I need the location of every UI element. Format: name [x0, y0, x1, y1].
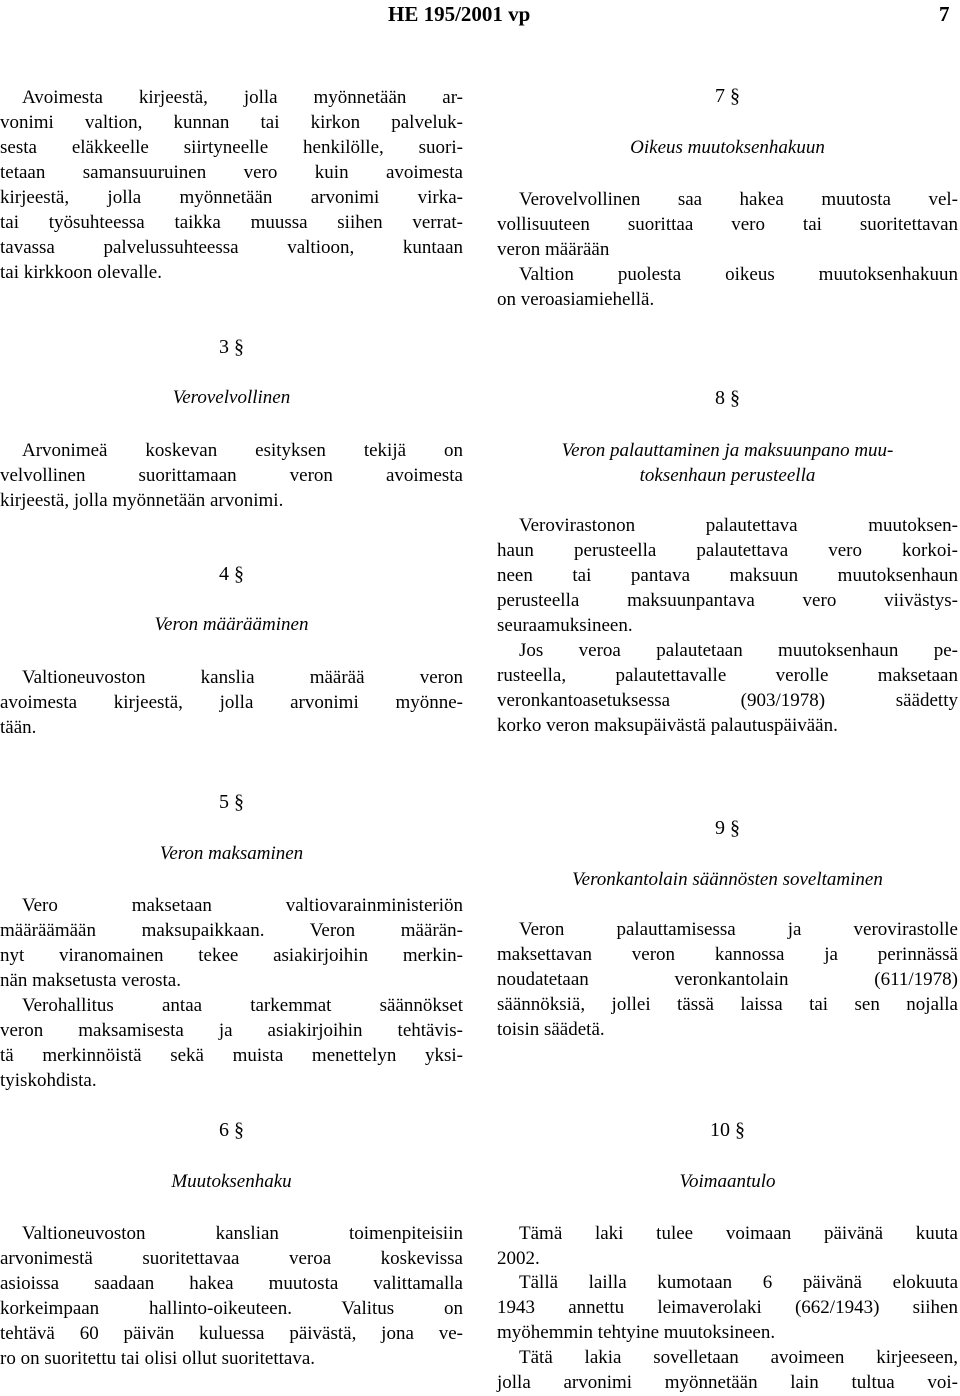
text-line: Jos veroa palautetaan muutoksenhaun pe- — [519, 640, 958, 661]
section-10-paragraph-3 — [497, 1345, 958, 1395]
section-3-number: 3 § — [219, 336, 244, 358]
section-7-number: 7 § — [715, 85, 740, 107]
text-line: Vero maksetaan valtiovarainministeriön — [22, 895, 463, 916]
section-3-paragraph — [0, 438, 463, 513]
text-line: Valtioneuvoston kanslia määrää veron — [22, 667, 463, 688]
text-line: kirjeestä, jolla myönnetään arvonimi. — [0, 490, 284, 511]
text-line: määräämään maksupaikkaan. Veron määrän- — [0, 920, 463, 941]
text-line: Valtion puolesta oikeus muutoksenhakuun — [519, 264, 958, 285]
text-line: myöhemmin tehtyine muutoksineen. — [497, 1322, 776, 1343]
text-line: toisin säädetä. — [497, 1019, 605, 1040]
text-line: noudatetaan veronkantolain (611/1978) — [497, 969, 958, 990]
section-5-number: 5 § — [219, 791, 244, 813]
section-4-number: 4 § — [219, 563, 244, 585]
section-3-title: Verovelvollinen — [172, 387, 291, 408]
section-5-title: Veron maksaminen — [159, 843, 304, 864]
text-line: veron maksamisesta ja asiakirjoihin tehtävis- — [0, 1020, 463, 1041]
section-5-paragraph-1 — [0, 893, 463, 993]
text-line: Valtioneuvoston kanslian toimenpiteisiin — [22, 1223, 463, 1244]
text-line: Tätä lakia sovelletaan avoimeen kirjeeseen, — [519, 1347, 958, 1368]
section-9-title: Veronkantolain säännösten soveltaminen — [572, 869, 883, 890]
section-6-number: 6 § — [219, 1119, 244, 1141]
section-8-paragraph-1 — [497, 513, 958, 638]
section-7-paragraph-2 — [497, 262, 958, 312]
section-8-title — [497, 438, 958, 488]
text-line: avoimesta kirjeestä, jolla arvonimi myönne- — [0, 692, 463, 713]
text-line: säännöksiä, jollei tässä laissa tai sen nojalla — [497, 994, 958, 1015]
text-line: vollisuuteen suorittaa vero tai suoritettavan — [497, 214, 958, 235]
text-line: Verohallitus antaa tarkemmat säännökset — [22, 995, 463, 1016]
text-line: korkeimpaan hallinto-oikeuteen. Valitus on — [0, 1298, 463, 1319]
text-line: Tällä lailla kumotaan 6 päivänä elokuuta — [519, 1272, 958, 1293]
text-line: haun perusteella palautettava vero korkoi- — [497, 540, 958, 561]
text-line: Verovelvollinen saa hakea muutosta vel- — [519, 189, 958, 210]
text-line: tyiskohdista. — [0, 1070, 97, 1091]
section-7-title: Oikeus muutoksenhakuun — [630, 137, 825, 158]
intro-paragraph — [0, 85, 463, 285]
section-5-paragraph-2 — [0, 993, 463, 1093]
section-9-number: 9 § — [715, 817, 740, 839]
text-line: jolla arvonimi myönnetään lain tultua voi- — [497, 1372, 958, 1393]
text-line: veronkantoasetuksessa (903/1978) säädetty — [497, 690, 958, 711]
text-line: ro on suoritettu tai olisi ollut suoritettava. — [0, 1348, 316, 1369]
text-line: seuraamuksineen. — [497, 615, 633, 636]
document-id: HE 195/2001 vp — [388, 2, 531, 26]
title-line: Veron palauttaminen ja maksuunpano muu- — [561, 440, 894, 461]
section-4-title: Veron määrääminen — [154, 614, 309, 635]
text-line: nyt viranomainen tekee asiakirjoihin merkin- — [0, 945, 463, 966]
text-line: neen tai pantava maksuun muutoksenhaun — [497, 565, 958, 586]
text-line: maksettavan veron kannossa ja perinnässä — [497, 944, 958, 965]
text-line: rusteella, palautettavalle verolle maksetaan — [497, 665, 958, 686]
text-line: 1943 annettu leimaverolaki (662/1943) siihen — [497, 1297, 958, 1318]
text-line: kirjeestä, jolla myönnetään arvonimi virka- — [0, 187, 463, 208]
text-line: asioissa saadaan hakea muutosta valittamalla — [0, 1273, 463, 1294]
section-10-number: 10 § — [710, 1119, 745, 1141]
section-10-title: Voimaantulo — [679, 1171, 776, 1192]
text-line: perusteella maksuunpantava vero viivästys- — [497, 590, 958, 611]
section-8-number: 8 § — [715, 387, 740, 409]
text-line: nän maksetusta verosta. — [0, 970, 181, 991]
text-line: Tämä laki tulee voimaan päivänä kuuta — [519, 1223, 958, 1244]
text-line: on veroasiamiehellä. — [497, 289, 655, 310]
title-line: toksenhaun perusteella — [639, 465, 816, 486]
text-line: tetaan samansuuruinen vero kuin avoimesta — [0, 162, 463, 183]
text-line: 2002. — [497, 1248, 540, 1269]
text-line: tavassa palvelussuhteessa valtioon, kuntaan — [0, 237, 463, 258]
section-8-paragraph-2 — [497, 638, 958, 738]
section-10-paragraph-1 — [497, 1221, 958, 1271]
text-line: velvollinen suorittamaan veron avoimesta — [0, 465, 463, 486]
text-line: tä merkinnöistä sekä muista menettelyn yksi- — [0, 1045, 463, 1066]
text-line: Veron palauttamisessa ja verovirastolle — [519, 919, 958, 940]
text-line: tehtävä 60 päivän kuluessa päivästä, jona ve- — [0, 1323, 463, 1344]
text-line: arvonimestä suoritettavaa veroa koskevissa — [0, 1248, 463, 1269]
text-line: veron määrään — [497, 239, 610, 260]
section-4-paragraph — [0, 665, 463, 740]
text-line: tään. — [0, 717, 37, 738]
section-6-title: Muutoksenhaku — [171, 1171, 292, 1192]
section-7-paragraph-1 — [497, 187, 958, 262]
text-line: Arvonimeä koskevan esityksen tekijä on — [22, 440, 463, 461]
text-line: tai kirkkoon olevalle. — [0, 262, 162, 283]
text-line: tai työsuhteessa taikka muussa siihen verrat- — [0, 212, 463, 233]
section-9-paragraph — [497, 917, 958, 1042]
text-line: vonimi valtion, kunnan tai kirkon palveluk- — [0, 112, 463, 133]
text-line: sesta eläkkeelle siirtyneelle henkilölle, suori- — [0, 137, 463, 158]
text-line: Verovirastonon palautettava muutoksen- — [519, 515, 958, 536]
page-number: 7 — [939, 2, 950, 26]
text-line: Avoimesta kirjeestä, jolla myönnetään ar- — [22, 87, 463, 108]
section-6-paragraph — [0, 1221, 463, 1371]
text-line: korko veron maksupäivästä palautuspäivään. — [497, 715, 838, 736]
section-10-paragraph-2 — [497, 1270, 958, 1345]
